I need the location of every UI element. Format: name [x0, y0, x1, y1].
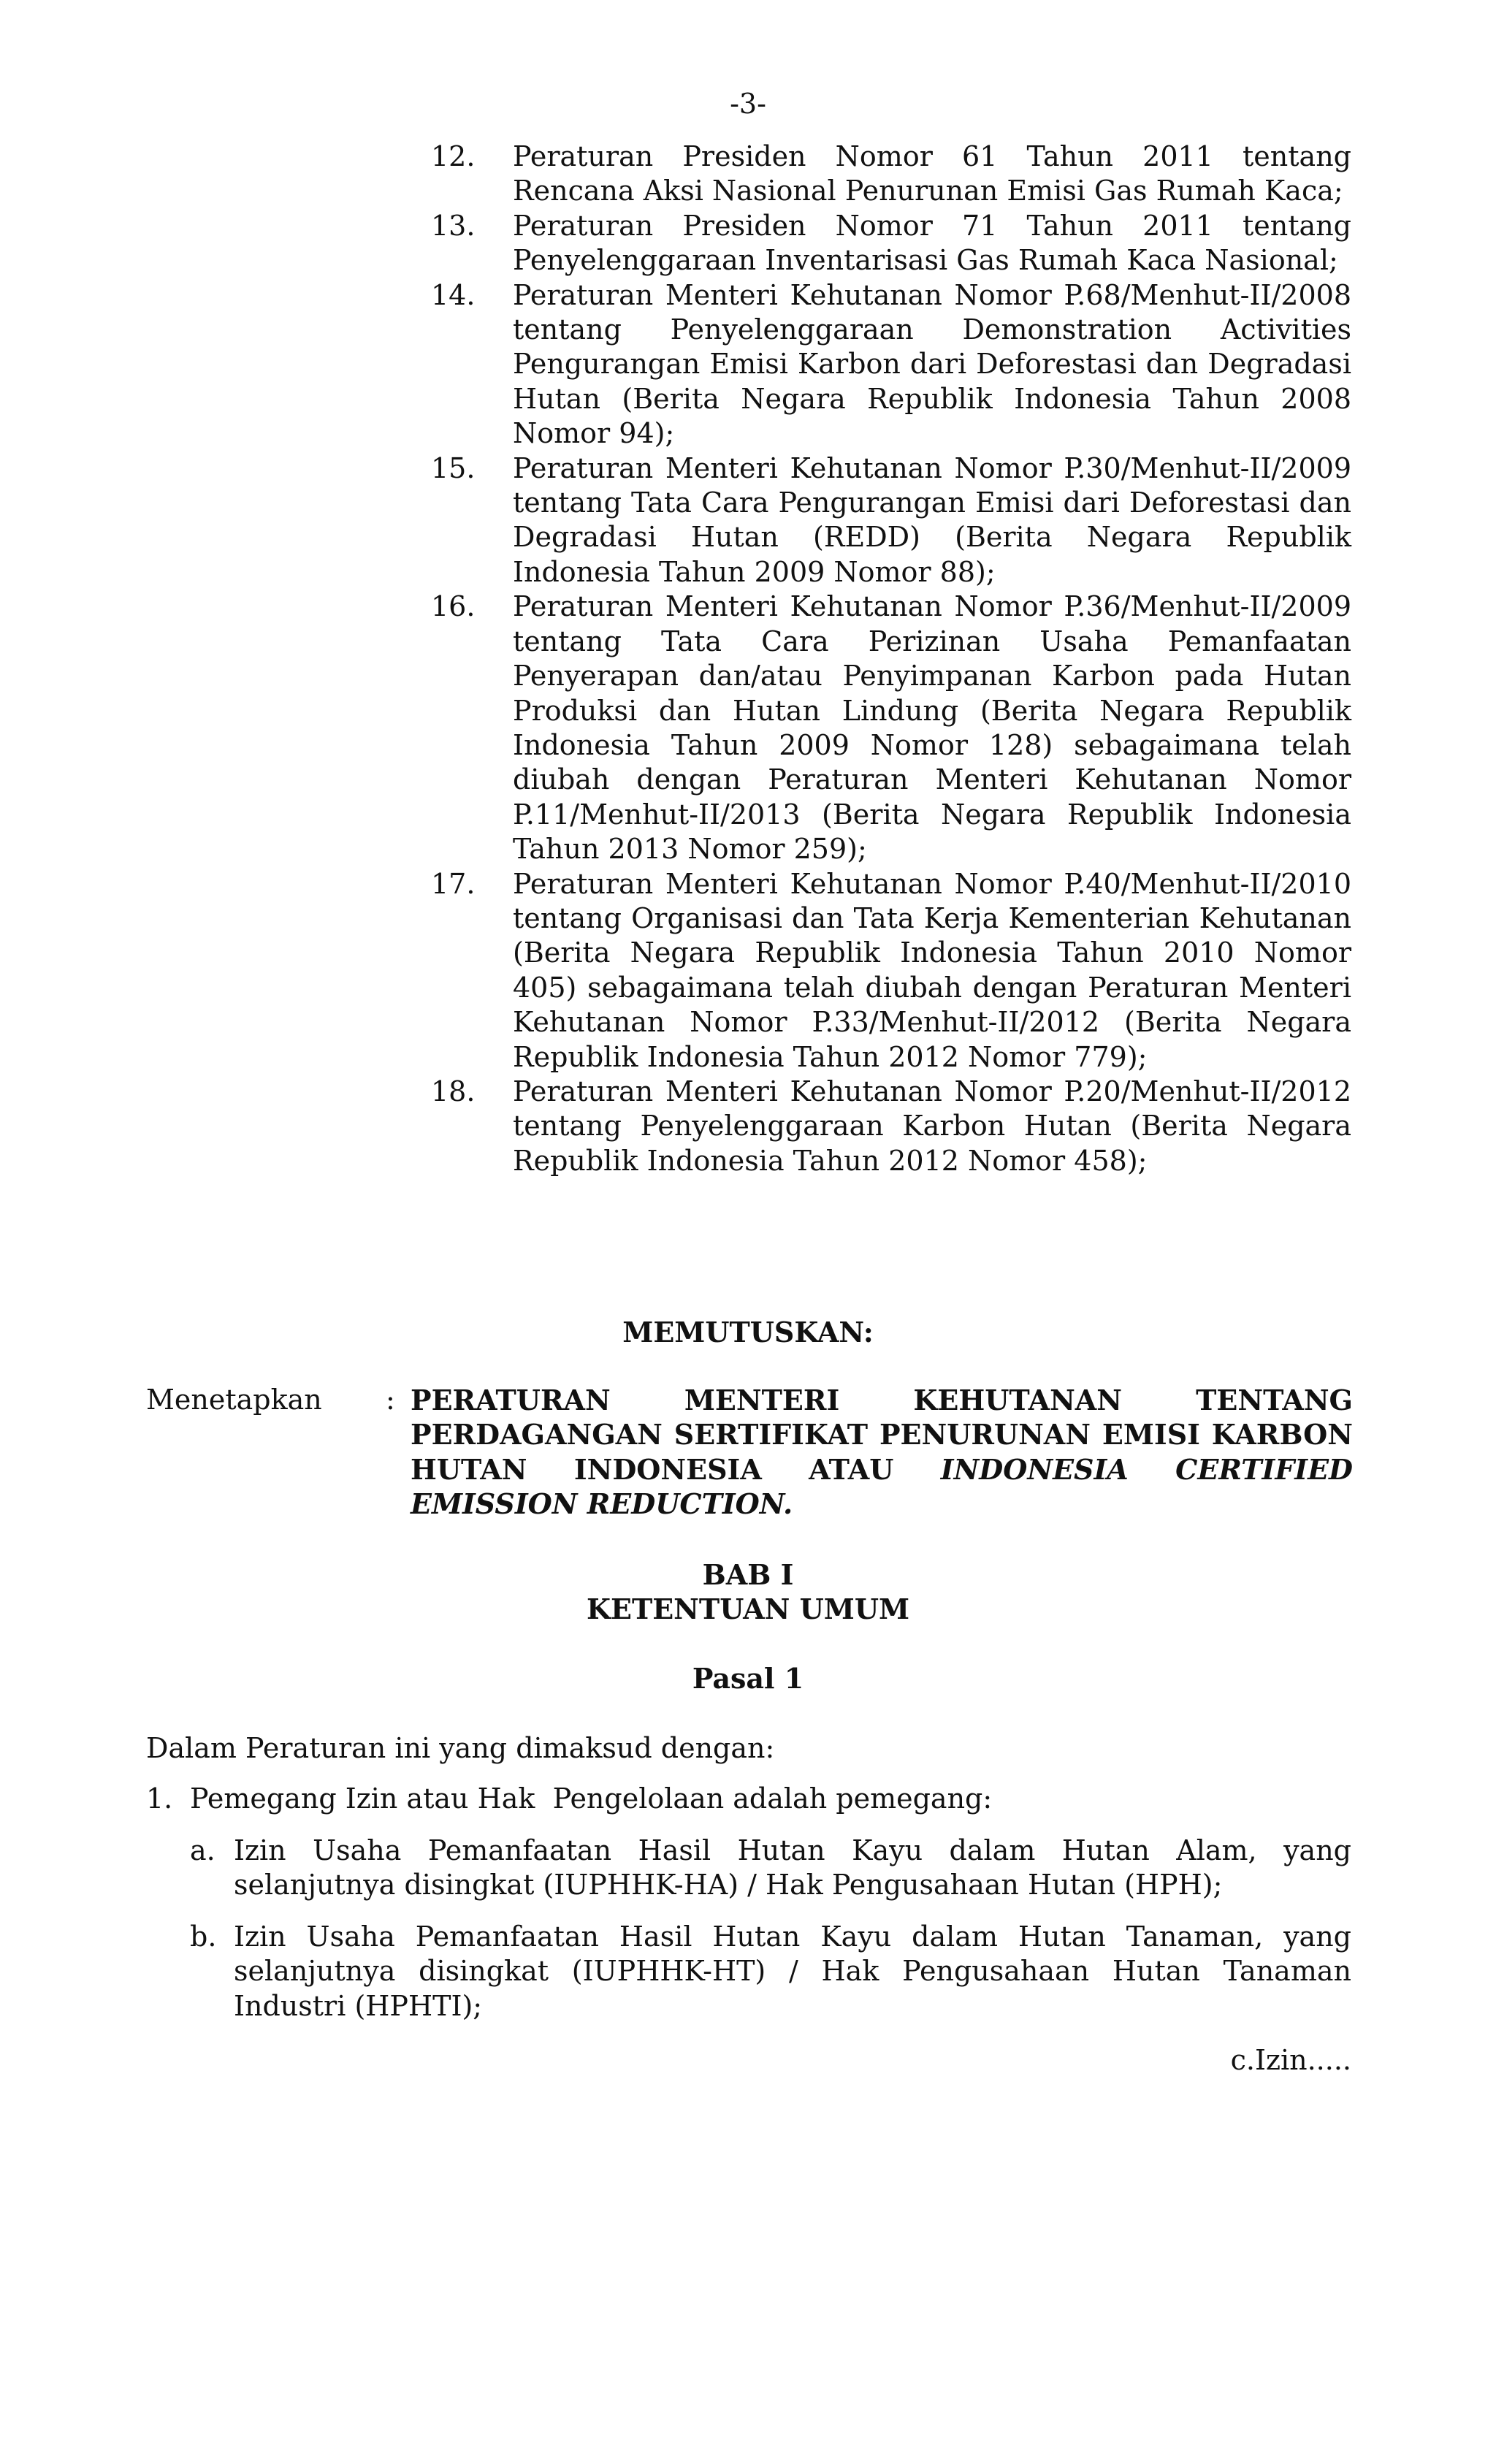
consideration-item — [431, 451, 1351, 590]
item-text: Peraturan Menteri Kehutanan Nomor P.30/Menhut-II/2009 tentang Tata Cara Pengurangan Emisi dari Deforestasi dan Degradasi Hutan (REDD) (Berita Negara Republik Indonesia Tahun 2009 Nomor 88); — [513, 451, 1351, 588]
item-text: Peraturan Presiden Nomor 71 Tahun 2011 tentang Penyelenggaraan Inventarisasi Gas Rumah Kaca Nasional; — [513, 209, 1351, 277]
continuation-marker: c.Izin..... — [1230, 2044, 1351, 2076]
article-heading: Pasal 1 — [692, 1662, 804, 1695]
sub-item-letter: b. — [190, 1921, 217, 1953]
definitions-intro: Dalam Peraturan ini yang dimaksud dengan: — [146, 1732, 775, 1764]
regulation-title — [411, 1383, 1353, 1522]
consideration-item — [431, 278, 1351, 451]
consideration-item — [431, 1075, 1351, 1178]
item-text: Peraturan Menteri Kehutanan Nomor P.20/Menhut-II/2012 tentang Penyelenggaraan Karbon Hutan (Berita Negara Republik Indonesia Tahun 2012 Nomor 458); — [513, 1075, 1351, 1177]
consideration-item — [431, 209, 1351, 278]
sub-list — [190, 1920, 1351, 2024]
consideration-item — [431, 140, 1351, 209]
sub-list — [190, 1834, 1351, 1903]
regulation-title-regular: PERATURAN MENTERI KEHUTANAN TENTANG PERDAGANGAN SERTIFIKAT PENURUNAN EMISI KARBON HUTAN INDONESIA ATAU — [411, 1384, 1353, 1486]
item-number: 15. — [431, 451, 476, 484]
considerations-list — [431, 140, 1351, 1178]
item-number: 14. — [431, 278, 476, 311]
item-number: 12. — [431, 140, 476, 172]
establish-block — [146, 1383, 1353, 1522]
item-number: 16. — [431, 590, 476, 623]
item-number: 18. — [431, 1075, 476, 1107]
item-text: Peraturan Menteri Kehutanan Nomor P.40/Menhut-II/2010 tentang Organisasi dan Tata Kerja Kementerian Kehutanan (Berita Negara Republik Indonesia Tahun 2010 Nomor 405) sebagaimana telah diubah dengan Peraturan Menteri Kehutanan Nomor P.33/Menhut-II/2012 (Berita Negara Republik Indonesia Tahun 2012 Nomor 779); — [513, 867, 1351, 1073]
item-number: 17. — [431, 867, 476, 900]
chapter-title: KETENTUAN UMUM — [586, 1593, 910, 1625]
establish-label: Menetapkan — [146, 1384, 322, 1416]
sub-item-text: Izin Usaha Pemanfaatan Hasil Hutan Kayu dalam Hutan Alam, yang selanjutnya disingkat (IUPHHK-HA) / Hak Pengusahaan Hutan (HPH); — [234, 1834, 1351, 1902]
sub-item — [190, 1834, 1351, 1903]
regulation-title-italic: INDONESIA CERTIFIED EMISSION REDUCTION. — [411, 1452, 1353, 1521]
decision-heading: MEMUTUSKAN: — [622, 1316, 874, 1349]
consideration-item — [431, 590, 1351, 866]
definition-number: 1. — [146, 1782, 173, 1815]
page-number: -3- — [730, 88, 766, 120]
item-text: Peraturan Menteri Kehutanan Nomor P.36/Menhut-II/2009 tentang Tata Cara Perizinan Usaha Pemanfaatan Penyerapan dan/atau Penyimpanan Karbon pada Hutan Produksi dan Hutan Lindung (Berita Negara Republik Indonesia Tahun 2009 Nomor 128) sebagaimana telah diubah dengan Peraturan Menteri Kehutanan Nomor P.11/Menhut-II/2013 (Berita Negara Republik Indonesia Tahun 2013 Nomor 259); — [513, 590, 1351, 866]
definition-text: Pemegang Izin atau Hak Pengelolaan adalah pemegang: — [190, 1782, 993, 1815]
sub-item — [190, 1920, 1351, 2024]
sub-item-text: Izin Usaha Pemanfaatan Hasil Hutan Kayu dalam Hutan Tanaman, yang selanjutnya disingkat (IUPHHK-HT) / Hak Pengusahaan Hutan Tanaman Industri (HPHTI); — [234, 1921, 1351, 2022]
item-text: Peraturan Menteri Kehutanan Nomor P.68/Menhut-II/2008 tentang Penyelenggaraan Demonstration Activities Pengurangan Emisi Karbon dari Deforestasi dan Degradasi Hutan (Berita Negara Republik Indonesia Tahun 2008 Nomor 94); — [513, 278, 1351, 450]
item-number: 13. — [431, 209, 476, 242]
consideration-item — [431, 867, 1351, 1075]
chapter-number: BAB I — [702, 1558, 794, 1591]
definition-item — [146, 1781, 1351, 1816]
sub-item-letter: a. — [190, 1834, 215, 1866]
establish-colon: : — [386, 1384, 395, 1416]
item-text: Peraturan Presiden Nomor 61 Tahun 2011 tentang Rencana Aksi Nasional Penurunan Emisi Gas Rumah Kaca; — [513, 140, 1351, 207]
